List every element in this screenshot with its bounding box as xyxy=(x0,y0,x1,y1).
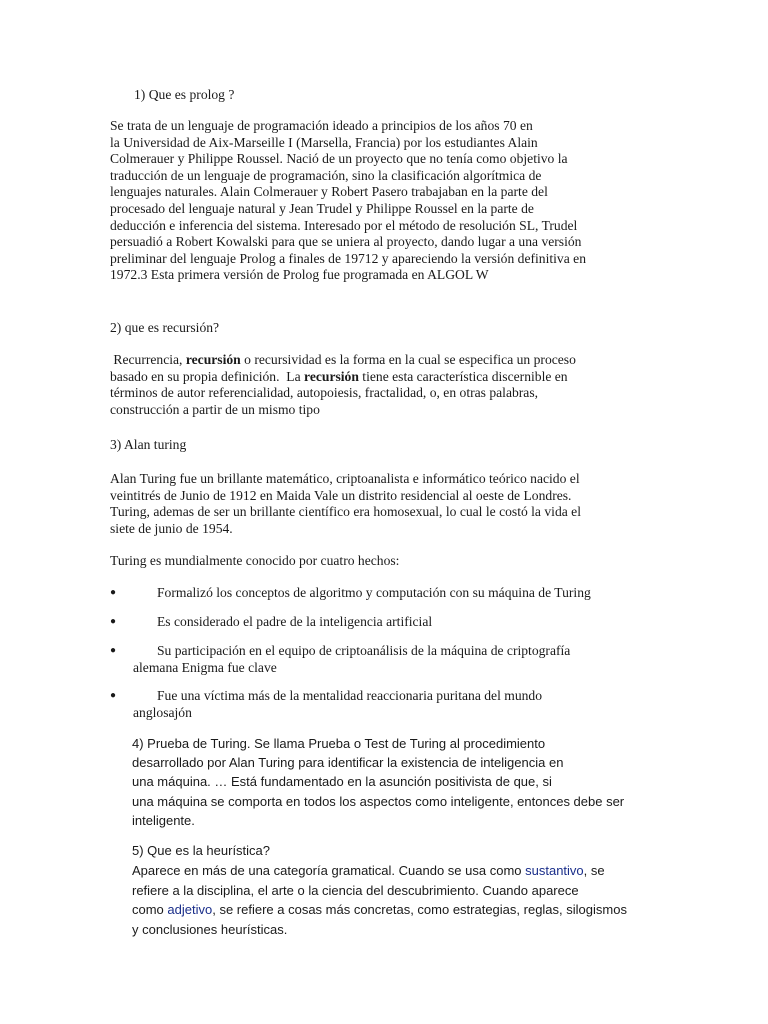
q3-list-intro: Turing es mundialmente conocido por cuatro hechos: xyxy=(110,553,400,568)
list-item xyxy=(110,688,670,721)
q5-heading: 5) Que es la heurística? xyxy=(132,843,271,858)
q4-line: inteligente. xyxy=(132,812,195,828)
sustantivo-link[interactable]: sustantivo xyxy=(525,862,584,878)
q2-paragraph xyxy=(110,352,576,418)
q1-line: Colmerauer y Philippe Roussel. Nació de un proyecto que no tenía como objetivo la xyxy=(110,151,568,167)
q2-line: términos de autor referencialidad, autopoiesis, fractalidad, o, en otras palabras, xyxy=(110,385,539,401)
list-item xyxy=(110,614,670,631)
q1-line: lenguajes naturales. Alain Colmerauer y Robert Pasero trabajaban en la parte del xyxy=(110,184,548,200)
q1-heading: 1) Que es prolog ? xyxy=(134,87,235,102)
q1-line: persuadió a Robert Kowalski para que se uniera al proyecto, dando lugar a una versión xyxy=(110,234,582,250)
q2-text: Recurrencia, xyxy=(110,352,186,367)
q4-line: una máquina se comporta en todos los aspectos como inteligente, entonces debe ser xyxy=(132,793,625,809)
q3-line: Alan Turing fue un brillante matemático, criptoanalista e informático teórico nacido el xyxy=(110,471,580,486)
q2-heading: 2) que es recursión? xyxy=(110,320,220,335)
q2-bold-term: recursión xyxy=(185,352,241,367)
q4-line: 4) Prueba de Turing. Se llama Prueba o Test de Turing al procedimiento xyxy=(132,736,546,751)
bullet-icon: ● xyxy=(110,690,117,701)
q1-paragraph xyxy=(110,118,586,284)
q1-line: procesado del lenguaje natural y Jean Trudel y Philippe Roussel en la parte de xyxy=(110,200,534,216)
bullet-icon: ● xyxy=(110,616,117,627)
q2-text: o recursividad es la forma en la cual se especifica un proceso xyxy=(240,352,576,367)
list-item-text: anglosajón xyxy=(133,704,192,720)
q2-bold-term: recursión xyxy=(304,368,359,384)
list-item xyxy=(110,643,670,676)
q4-line: una máquina. … Está fundamentado en la asunción positivista de que, si xyxy=(132,774,552,790)
q1-line: Se trata de un lenguaje de programación ideado a principios de los años 70 en xyxy=(110,118,533,133)
q3-line: siete de junio de 1954. xyxy=(110,520,233,536)
list-item xyxy=(110,585,670,602)
list-item-text: Fue una víctima más de la mentalidad reaccionaria puritana del mundo xyxy=(157,688,543,703)
q2-line: construcción a partir de un mismo tipo xyxy=(110,401,320,417)
q5-text: , se refiere a cosas más concretas, como estrategias, reglas, silogismos xyxy=(212,902,627,918)
bullet-icon: ● xyxy=(110,645,117,656)
q4-line: desarrollado por Alan Turing para identificar la existencia de inteligencia en xyxy=(132,755,564,771)
q5-line xyxy=(132,900,627,920)
list-item-text: Formalizó los conceptos de algoritmo y computación con su máquina de Turing xyxy=(157,585,591,600)
adjetivo-link[interactable]: adjetivo xyxy=(167,902,213,918)
q4-paragraph xyxy=(132,734,624,830)
q2-text: tiene esta característica discernible en xyxy=(358,368,568,384)
q1-line: 1972.3 Esta primera versión de Prolog fue programada en ALGOL W xyxy=(110,267,489,283)
list-item-text: Es considerado el padre de la inteligencia artificial xyxy=(157,614,433,629)
q5-line: refiere a la disciplina, el arte o la ciencia del descubrimiento. Cuando aparece xyxy=(132,882,579,898)
list-item-text: alemana Enigma fue clave xyxy=(133,659,277,675)
q1-line: preliminar del lenguaje Prolog a finales de 19712 y apareciendo la versión definitiva en xyxy=(110,250,586,266)
list-item-text: Su participación en el equipo de criptoanálisis de la máquina de criptografía xyxy=(157,643,571,658)
q1-line: deducción e inferencia del sistema. Interesado por el método de resolución SL, Trudel xyxy=(110,217,578,233)
q3-paragraph xyxy=(110,471,581,537)
q2-text: basado en su propia definición. La xyxy=(110,368,305,384)
q2-line xyxy=(110,352,576,369)
q3-line: Turing, ademas de ser un brillante científico era homosexual, lo cual le costó la vida el xyxy=(110,504,581,520)
q5-line xyxy=(132,861,627,881)
q1-line: traducción de un lenguaje de programación, sino la clasificación algorítmica de xyxy=(110,167,542,183)
q5-paragraph xyxy=(132,841,627,940)
q1-line: la Universidad de Aix-Marseille I (Marsella, Francia) por los estudiantes Alain xyxy=(110,134,538,150)
q3-heading: 3) Alan turing xyxy=(110,437,187,452)
q5-text: como xyxy=(132,902,168,918)
q5-text: , se xyxy=(583,862,605,878)
q2-line xyxy=(110,369,576,386)
q5-text: Aparece en más de una categoría gramatical. Cuando se usa como xyxy=(132,862,526,878)
q3-line: veintitrés de Junio de 1912 en Maida Vale un distrito residencial al oeste de Londres. xyxy=(110,487,572,503)
bullet-icon: ● xyxy=(110,587,117,598)
q5-line: y conclusiones heurísticas. xyxy=(132,922,288,938)
